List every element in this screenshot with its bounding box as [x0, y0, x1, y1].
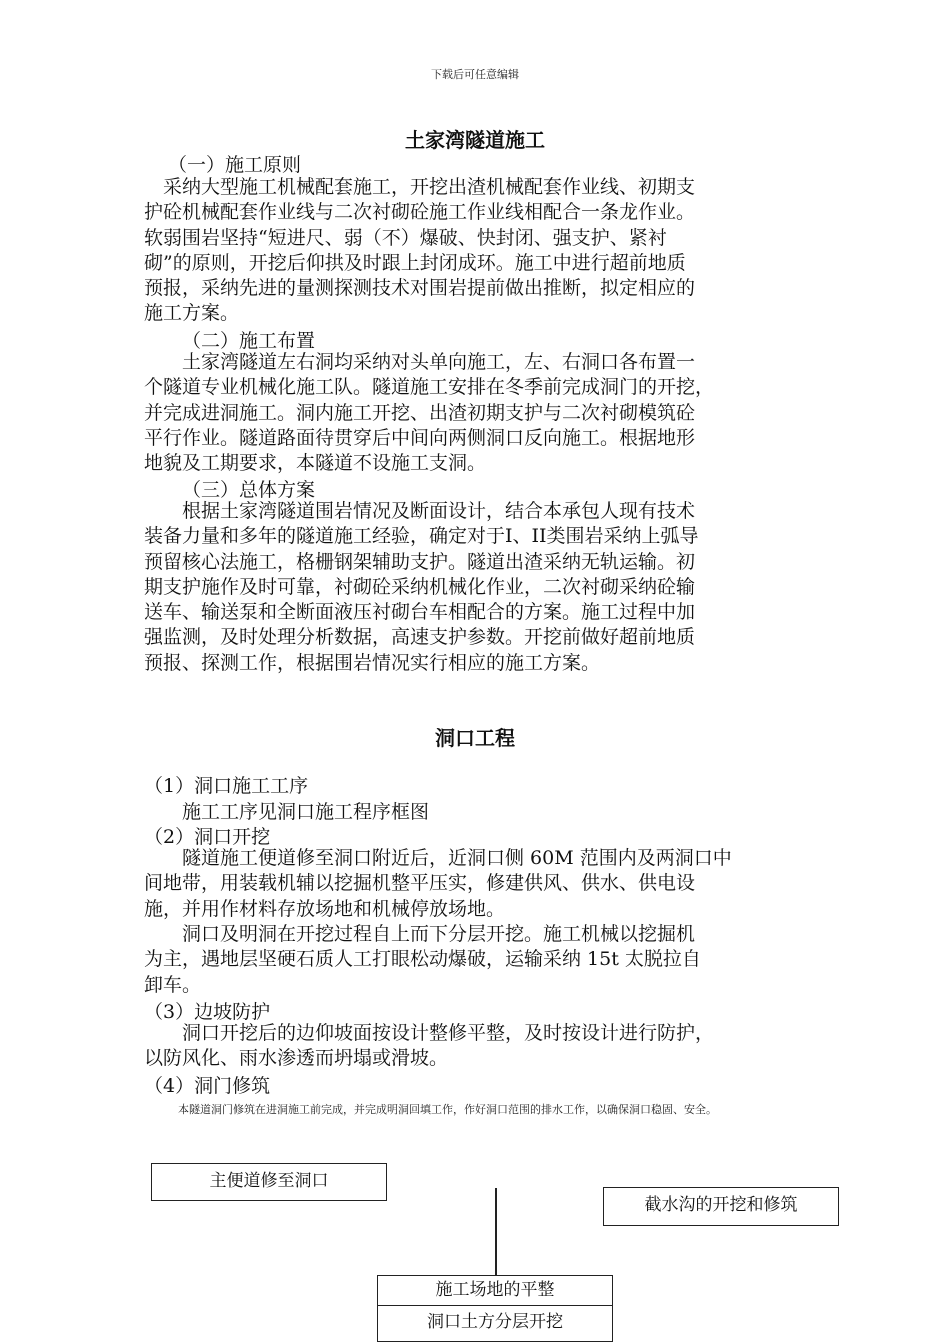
text-line: 护砼机械配套作业线与二次衬砌砼施工作业线相配合一条龙作业。: [144, 201, 696, 224]
text-portal-process: 施工工序见洞口施工程序框图: [144, 801, 430, 823]
text-line: 个隧道专业机械化施工队。隧道施工安排在冬季前完成洞门的开挖，: [144, 376, 715, 399]
flow-box-drain-ditch: 截水沟的开挖和修筑: [603, 1187, 839, 1226]
text-line: 洞口及明洞在开挖过程自上而下分层开挖。施工机械以挖掘机: [144, 923, 696, 945]
subheading-portal-construction: （4）洞门修筑: [144, 1075, 271, 1097]
text-line: 平行作业。隧道路面待贯穿后中间向两侧洞口反向施工。根据地形: [144, 426, 696, 449]
text-portal-construction: 本隧道洞门修筑在进洞施工前完成，并完成明洞回填工作，作好洞口范围的排水工作，以确保洞口稳固、安全。: [178, 1103, 717, 1116]
section-title-portal: 洞口工程: [435, 726, 515, 750]
text-line: 预留核心法施工，格栅钢架辅助支护。隧道出渣采纳无轨运输。初: [144, 550, 696, 573]
text-line: 施，并用作材料存放场地和机械停放场地。: [144, 897, 506, 920]
text-line: 土家湾隧道左右洞均采纳对头单向施工，左、右洞口各布置一: [144, 351, 696, 373]
flow-box-site-leveling: 施工场地的平整: [377, 1275, 613, 1307]
subheading-portal-excavation: （2）洞口开挖: [144, 826, 271, 848]
flow-box-earth-excavation: 洞口土方分层开挖: [377, 1305, 613, 1342]
text-line: 强监测，及时处理分析数据，高速支护参数。开挖前做好超前地质: [144, 626, 696, 649]
section-title-tunnel: 土家湾隧道施工: [405, 128, 545, 152]
text-line: 洞口开挖后的边仰坡面按设计整修平整，及时按设计进行防护，: [144, 1022, 715, 1044]
text-line: 隧道施工便道修至洞口附近后，近洞口侧 60M 范围内及两洞口中: [144, 847, 732, 869]
text-line: 卸车。: [144, 973, 202, 996]
text-line: 砌”的原则，开挖后仰拱及时跟上封闭成环。施工中进行超前地质: [144, 251, 686, 274]
text-line: 装备力量和多年的隧道施工经验，确定对于I、II类围岩采纳上弧导: [144, 525, 699, 548]
text-line: 以防风化、雨水渗透而坍塌或滑坡。: [144, 1047, 449, 1070]
text-line: 间地带，用装载机辅以挖掘机整平压实，修建供风、供水、供电设: [144, 872, 696, 895]
text-line: 送车、输送泵和全断面液压衬砌台车相配合的方案。施工过程中加: [144, 601, 696, 624]
subheading-overall-plan: （三）总体方案: [182, 479, 316, 501]
subheading-slope-protection: （3）边坡防护: [144, 1001, 271, 1023]
paragraph-portal-excavation-1: [144, 846, 732, 922]
text-line: 采纳大型施工机械配套施工，开挖出渣机械配套作业线、初期支: [144, 176, 696, 198]
flow-connector-line: [495, 1188, 497, 1276]
subheading-principle: （一）施工原则: [168, 154, 302, 176]
text-line: 根据土家湾隧道围岩情况及断面设计，结合本承包人现有技术: [144, 500, 696, 522]
text-line: 并完成进洞施工。洞内施工开挖、出渣初期支护与二次衬砌模筑砼: [144, 401, 696, 424]
flow-box-main-road: 主便道修至洞口: [151, 1163, 387, 1201]
text-line: 预报，采纳先进的量测探测技术对围岩提前做出推断，拟定相应的: [144, 277, 696, 300]
text-line: 施工方案。: [144, 302, 240, 325]
text-line: 预报、探测工作，根据围岩情况实行相应的施工方案。: [144, 651, 601, 674]
text-line: 软弱围岩坚持“短进尺、弱（不）爆破、快封闭、强支护、紧衬: [144, 226, 667, 249]
subheading-portal-process: （1）洞口施工工序: [144, 775, 309, 797]
page-header: 下载后可任意编辑: [431, 68, 519, 81]
text-line: 地貌及工期要求，本隧道不设施工支洞。: [144, 452, 487, 475]
paragraph-portal-excavation-2: [144, 922, 701, 998]
subheading-layout: （二）施工布置: [182, 330, 316, 352]
paragraph-principle: [144, 175, 695, 327]
paragraph-slope-protection: [144, 1021, 714, 1072]
paragraph-overall-plan: [144, 499, 699, 676]
paragraph-layout: [144, 350, 714, 476]
text-line: 为主，遇地层坚硬石质人工打眼松动爆破，运输采纳 15t 太脱拉自: [144, 948, 701, 971]
text-line: 期支护施作及时可靠，衬砌砼采纳机械化作业，二次衬砌采纳砼输: [144, 575, 696, 598]
